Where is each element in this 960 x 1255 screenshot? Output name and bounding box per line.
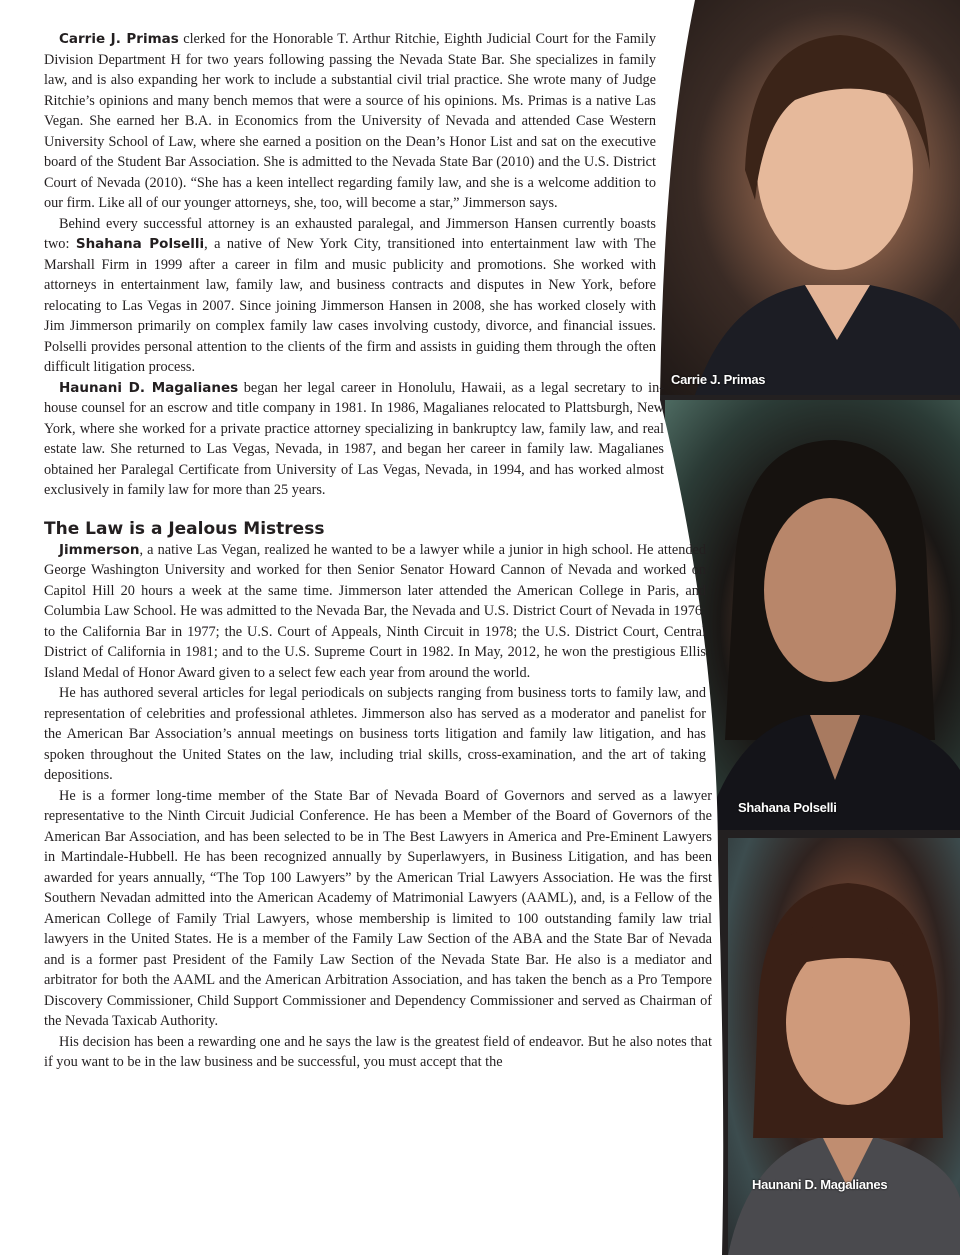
paragraph-magalianes: Haunani D. Magalianes began her legal career in Honolulu, Hawaii, as a legal secretary to in-house counsel for an escrow and title company in 1981. In 1986, Magalianes relocated to Plattsburgh, New York, where she worked for a private practice attorney specializing in bankruptcy law, family law, and real estate law. She returned to Las Vegas, Nevada, in 1987, and began her career in family law. Magalianes obtained her Paralegal Certificate from University of Las Vegas, Nevada, in 1994, and has worked almost exclusively in family law for more than 25 years. xyxy=(44,379,664,498)
caption-carrie-primas: Carrie J. Primas xyxy=(671,372,766,387)
paragraph-jimmerson-3: He is a former long-time member of the State Bar of Nevada Board of Governors and served as a lawyer representative to the Ninth Circuit Judicial Conference. He has been a Member of the Board of Governors of the American Bar Association, and has been selected to be in The Best Lawyers in America and Pre-Eminent Lawyers in Martindale-Hubbell. He has been recognized annually by Superlawyers, in Business Litigation, and has been awarded for years annually, “The Top 100 Lawyers” by the American Trial Lawyers Association. He was the first Southern Nevadan admitted into the American Academy of Matrimonial Lawyers (AAML), and, is a Fellow of the American College of Family Trial Lawyers, whose membership is limited to 100 outstanding family law trial lawyers in the United States. He is a member of the Family Law Section of the ABA and the State Bar of Nevada and is a former past President of the Family Law Section of the Nevada State Bar. He also is a mediator and arbitrator for both the AAML and the American Arbitration Association, and has taken the bench as a Pro Tempore Discovery Commissioner, Child Support Commissioner and Dependency Commissioner and served as Chairman of the Nevada Taxicab Authority. xyxy=(44,787,712,1029)
paragraph-polselli: Behind every successful attorney is an exhausted paralegal, and Jimmerson Hansen currently boasts two: Shahana Polselli, a native of New York City, transitioned into entertainment law with The Marshall Firm in 1999 after a career in film and music publicity and promotions. She worked with attorneys in entertainment law, family law, and business contracts and disputes in New York, before relocating to Las Vegas in 2007. Since joining Jimmerson Hansen in 2008, she has worked closely with Jim Jimmerson primarily on complex family law cases involving custody, divorce, and financial issues. Polselli provides personal attention to the clients of the firm and assists in guiding them through the often difficult litigation process. xyxy=(44,215,656,375)
paragraph-jimmerson-2: He has authored several articles for legal periodicals on subjects ranging from business torts to family law, and representation of celebrities and professional athletes. Jimmerson also has served as a moderator and panelist for the American Bar Association’s annual meetings on business torts litigation and family law litigation, and has spoken throughout the United States on the law, including trial skills, cross-examination, and the art of taking depositions. xyxy=(44,685,706,783)
paragraph-jimmerson-4: His decision has been a rewarding one and he says the law is the greatest field of endeavor. But he also notes that if you want to be in the law business and be successful, you must accept that the xyxy=(44,1033,712,1070)
name-polselli: Shahana Polselli xyxy=(75,236,205,252)
article-body xyxy=(44,29,712,1073)
caption-shahana-polselli: Shahana Polselli xyxy=(738,800,837,815)
paragraph-jimmerson-1: Jimmerson, a native Las Vegan, realized he wanted to be a lawyer while a junior in high school. He attended George Washington University and worked for then Senior Senator Howard Cannon of Nevada and worked on Capitol Hill 20 hours a week at the same time. Jimmerson later attended the American College in Paris, and Columbia Law School. He was admitted to the Nevada Bar, the Nevada and U.S. District Court of Nevada in 1976; to the California Bar in 1977; the U.S. Court of Appeals, Ninth Circuit in 1978; the U.S. District Court, Central District of California in 1981; and to the U.S. Supreme Court in 1982. In May, 2012, he won the prestigious Ellis Island Medal of Honor Award given to a select few each year from around the world. xyxy=(44,541,706,681)
name-primas: Carrie J. Primas xyxy=(59,31,179,47)
section-heading: The Law is a Jealous Mistress xyxy=(44,518,325,539)
name-jimmerson: Jimmerson xyxy=(59,541,140,558)
caption-haunani-magalianes: Haunani D. Magalianes xyxy=(752,1177,888,1192)
name-magalianes: Haunani D. Magalianes xyxy=(59,379,239,396)
paragraph-primas: Carrie J. Primas clerked for the Honorable T. Arthur Ritchie, Eighth Judicial Court for the Family Division Department H for two years following passing the Nevada State Bar. She specializes in family law, and is also expanding her work to include a substantial civil trial practice. She wrote many of Judge Ritchie’s opinions and many bench memos that were a source of his opinions. Ms. Primas is a native Las Vegan. She earned her B.A. in Economics from the University of Nevada and attended Case Western University School of Law, where she earned a position on the Dean’s Honor List and sat on the executive board of the Student Bar Association. She is admitted to the Nevada State Bar (2010) and the U.S. District Court of Nevada (2010). “She has a keen intellect regarding family law, and she is a welcome addition to our firm. Like all of our younger attorneys, she, too, will become a star,” Jimmerson says. xyxy=(44,31,657,211)
